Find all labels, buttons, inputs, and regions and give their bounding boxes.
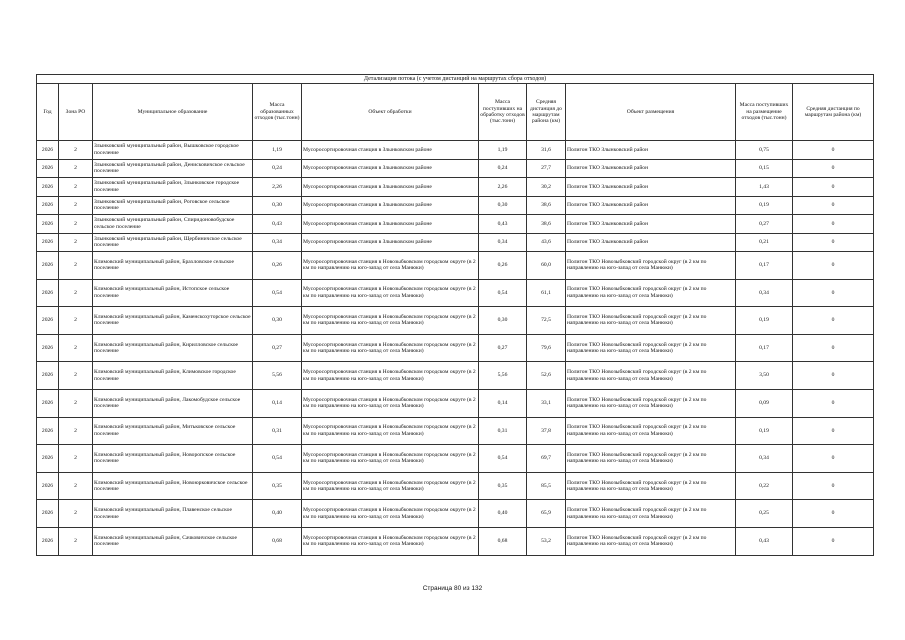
cell-processing-object: Мусоросортировочная станция в Новозыбковском городском округе (в 2 км по направлению на юго-запад от села Манюки) <box>302 527 479 555</box>
cell-generated-mass: 0,27 <box>253 334 302 362</box>
cell-avg-distance: 33,1 <box>527 389 566 417</box>
cell-placement-object: Полигон ТКО Новозыбковский городской округ (в 2 км по направлению на юго-запад от села Манюки) <box>566 279 736 307</box>
cell-placement-mass: 0,25 <box>736 500 793 528</box>
cell-avg-distance: 27,7 <box>527 159 566 178</box>
cell-placement-mass: 0,22 <box>736 472 793 500</box>
cell-placement-mass: 0,19 <box>736 417 793 445</box>
cell-placement-object: Полигон ТКО Злынковский район <box>566 178 736 197</box>
table-caption: Детализация потока (с учетом дистанций на маршрутах сбора отходов) <box>37 75 874 84</box>
cell-year: 2026 <box>37 196 59 215</box>
cell-processing-mass: 2,26 <box>479 178 527 197</box>
page-number: Страница 80 из 132 <box>422 585 483 592</box>
cell-processing-mass: 0,34 <box>479 233 527 252</box>
cell-placement-object: Полигон ТКО Новозыбковский городской округ (в 2 км по направлению на юго-запад от села Манюки) <box>566 472 736 500</box>
cell-processing-object: Мусоросортировочная станция в Злынковском районе <box>302 215 479 234</box>
data-sheet <box>36 74 873 556</box>
cell-avg-distance-2: 0 <box>793 500 874 528</box>
cell-placement-mass: 0,34 <box>736 445 793 473</box>
cell-year: 2026 <box>37 389 59 417</box>
table-row <box>37 307 874 335</box>
cell-placement-object: Полигон ТКО Новозыбковский городской округ (в 2 км по направлению на юго-запад от села Манюки) <box>566 334 736 362</box>
cell-processing-object: Мусоросортировочная станция в Новозыбковском городском округе (в 2 км по направлению на юго-запад от села Манюки) <box>302 417 479 445</box>
table-row <box>37 233 874 252</box>
cell-generated-mass: 0,43 <box>253 215 302 234</box>
cell-zone: 2 <box>59 141 93 160</box>
cell-municipality: Климовский муниципальный район, Истопское сельское поселение <box>93 279 253 307</box>
cell-processing-mass: 0,14 <box>479 389 527 417</box>
cell-placement-object: Полигон ТКО Злынковский район <box>566 159 736 178</box>
cell-municipality: Злынковский муниципальный район, Денисковичское сельское поселение <box>93 159 253 178</box>
cell-zone: 2 <box>59 334 93 362</box>
cell-year: 2026 <box>37 500 59 528</box>
cell-generated-mass: 2,26 <box>253 178 302 197</box>
cell-avg-distance: 79,6 <box>527 334 566 362</box>
cell-placement-object: Полигон ТКО Злынковский район <box>566 196 736 215</box>
cell-avg-distance-2: 0 <box>793 196 874 215</box>
cell-year: 2026 <box>37 527 59 555</box>
cell-municipality: Климовский муниципальный район, Плавенское сельское поселение <box>93 500 253 528</box>
cell-zone: 2 <box>59 279 93 307</box>
table-row <box>37 362 874 390</box>
header-placement-object: Объект размещения <box>566 84 736 141</box>
cell-municipality: Климовский муниципальный район, Климовское городское поселение <box>93 362 253 390</box>
cell-year: 2026 <box>37 159 59 178</box>
cell-municipality: Климовский муниципальный район, Новоропское сельское поселение <box>93 445 253 473</box>
cell-zone: 2 <box>59 252 93 280</box>
cell-avg-distance: 65,9 <box>527 500 566 528</box>
table-row <box>37 445 874 473</box>
table-row <box>37 389 874 417</box>
cell-municipality: Климовский муниципальный район, Каменскохуторское сельское поселение <box>93 307 253 335</box>
cell-avg-distance: 38,6 <box>527 215 566 234</box>
cell-placement-object: Полигон ТКО Новозыбковский городской округ (в 2 км по направлению на юго-запад от села Манюки) <box>566 417 736 445</box>
cell-avg-distance-2: 0 <box>793 141 874 160</box>
cell-year: 2026 <box>37 417 59 445</box>
cell-processing-mass: 5,56 <box>479 362 527 390</box>
cell-placement-mass: 0,15 <box>736 159 793 178</box>
cell-placement-mass: 0,75 <box>736 141 793 160</box>
cell-avg-distance: 85,5 <box>527 472 566 500</box>
cell-year: 2026 <box>37 445 59 473</box>
cell-municipality: Злынковский муниципальный район, Спиридоновобудское сельское поселение <box>93 215 253 234</box>
cell-processing-object: Мусоросортировочная станция в Новозыбковском городском округе (в 2 км по направлению на юго-запад от села Манюки) <box>302 389 479 417</box>
cell-processing-mass: 0,68 <box>479 527 527 555</box>
table-row <box>37 417 874 445</box>
header-processing-mass: Масса поступивших на обработку отходов (тыс.тонн) <box>479 84 527 141</box>
cell-avg-distance-2: 0 <box>793 362 874 390</box>
cell-processing-object: Мусоросортировочная станция в Злынковском районе <box>302 178 479 197</box>
table-row <box>37 334 874 362</box>
cell-municipality: Злынковский муниципальный район, Вышковское городское поселение <box>93 141 253 160</box>
cell-processing-object: Мусоросортировочная станция в Новозыбковском городском округе (в 2 км по направлению на юго-запад от села Манюки) <box>302 307 479 335</box>
cell-placement-object: Полигон ТКО Злынковский район <box>566 141 736 160</box>
cell-zone: 2 <box>59 233 93 252</box>
cell-placement-object: Полигон ТКО Новозыбковский городской округ (в 2 км по направлению на юго-запад от села Манюки) <box>566 445 736 473</box>
cell-year: 2026 <box>37 362 59 390</box>
header-zone: Зона РО <box>59 84 93 141</box>
cell-zone: 2 <box>59 527 93 555</box>
cell-processing-mass: 0,30 <box>479 307 527 335</box>
cell-avg-distance: 30,2 <box>527 178 566 197</box>
cell-avg-distance-2: 0 <box>793 233 874 252</box>
cell-processing-object: Мусоросортировочная станция в Злынковском районе <box>302 159 479 178</box>
cell-avg-distance: 43,6 <box>527 233 566 252</box>
cell-generated-mass: 0,31 <box>253 417 302 445</box>
cell-avg-distance-2: 0 <box>793 334 874 362</box>
cell-zone: 2 <box>59 417 93 445</box>
cell-generated-mass: 1,19 <box>253 141 302 160</box>
cell-zone: 2 <box>59 500 93 528</box>
header-avg-distance-2: Средняя дистанция по маршрутам района (км) <box>793 84 874 141</box>
cell-avg-distance-2: 0 <box>793 279 874 307</box>
cell-placement-mass: 0,27 <box>736 215 793 234</box>
cell-placement-mass: 0,43 <box>736 527 793 555</box>
cell-zone: 2 <box>59 159 93 178</box>
cell-placement-object: Полигон ТКО Новозыбковский городской округ (в 2 км по направлению на юго-запад от села Манюки) <box>566 500 736 528</box>
cell-placement-object: Полигон ТКО Злынковский район <box>566 233 736 252</box>
cell-processing-mass: 0,35 <box>479 472 527 500</box>
cell-processing-mass: 1,19 <box>479 141 527 160</box>
cell-zone: 2 <box>59 307 93 335</box>
cell-municipality: Злынковский муниципальный район, Роговское сельское поселение <box>93 196 253 215</box>
cell-avg-distance: 53,2 <box>527 527 566 555</box>
cell-placement-mass: 0,19 <box>736 196 793 215</box>
cell-year: 2026 <box>37 233 59 252</box>
table-row <box>37 178 874 197</box>
cell-generated-mass: 0,24 <box>253 159 302 178</box>
cell-placement-mass: 1,43 <box>736 178 793 197</box>
cell-avg-distance: 37,8 <box>527 417 566 445</box>
waste-flow-table <box>36 74 874 556</box>
cell-year: 2026 <box>37 334 59 362</box>
table-row <box>37 159 874 178</box>
cell-avg-distance-2: 0 <box>793 417 874 445</box>
cell-generated-mass: 0,54 <box>253 279 302 307</box>
table-row <box>37 141 874 160</box>
cell-processing-mass: 0,43 <box>479 215 527 234</box>
cell-avg-distance: 60,0 <box>527 252 566 280</box>
cell-generated-mass: 0,40 <box>253 500 302 528</box>
cell-year: 2026 <box>37 215 59 234</box>
cell-generated-mass: 0,30 <box>253 196 302 215</box>
cell-placement-object: Полигон ТКО Новозыбковский городской округ (в 2 км по направлению на юго-запад от села Манюки) <box>566 252 736 280</box>
header-processing-object: Объект обработки <box>302 84 479 141</box>
cell-year: 2026 <box>37 307 59 335</box>
cell-processing-object: Мусоросортировочная станция в Новозыбковском городском округе (в 2 км по направлению на юго-запад от села Манюки) <box>302 472 479 500</box>
cell-avg-distance: 38,6 <box>527 196 566 215</box>
cell-avg-distance-2: 0 <box>793 389 874 417</box>
header-placement-mass: Масса поступивших на размещение отходов (тыс.тонн) <box>736 84 793 141</box>
cell-avg-distance: 72,5 <box>527 307 566 335</box>
table-row <box>37 472 874 500</box>
cell-avg-distance: 61,1 <box>527 279 566 307</box>
cell-year: 2026 <box>37 279 59 307</box>
cell-processing-mass: 0,40 <box>479 500 527 528</box>
cell-year: 2026 <box>37 178 59 197</box>
cell-avg-distance-2: 0 <box>793 215 874 234</box>
cell-placement-object: Полигон ТКО Злынковский район <box>566 215 736 234</box>
cell-avg-distance-2: 0 <box>793 307 874 335</box>
cell-placement-mass: 0,19 <box>736 307 793 335</box>
table-row <box>37 215 874 234</box>
cell-avg-distance: 31,6 <box>527 141 566 160</box>
cell-avg-distance-2: 0 <box>793 159 874 178</box>
cell-placement-mass: 0,17 <box>736 252 793 280</box>
cell-year: 2026 <box>37 141 59 160</box>
cell-zone: 2 <box>59 445 93 473</box>
cell-processing-mass: 0,27 <box>479 334 527 362</box>
cell-processing-object: Мусоросортировочная станция в Новозыбковском городском округе (в 2 км по направлению на юго-запад от села Манюки) <box>302 252 479 280</box>
cell-zone: 2 <box>59 215 93 234</box>
table-row <box>37 196 874 215</box>
cell-placement-object: Полигон ТКО Новозыбковский городской округ (в 2 км по направлению на юго-запад от села Манюки) <box>566 527 736 555</box>
cell-municipality: Злынковский муниципальный район, Щербиничское сельское поселение <box>93 233 253 252</box>
cell-generated-mass: 0,35 <box>253 472 302 500</box>
cell-year: 2026 <box>37 472 59 500</box>
cell-generated-mass: 0,54 <box>253 445 302 473</box>
cell-avg-distance-2: 0 <box>793 445 874 473</box>
cell-avg-distance-2: 0 <box>793 472 874 500</box>
cell-zone: 2 <box>59 389 93 417</box>
cell-generated-mass: 0,34 <box>253 233 302 252</box>
cell-processing-mass: 0,26 <box>479 252 527 280</box>
cell-avg-distance: 69,7 <box>527 445 566 473</box>
cell-municipality: Климовский муниципальный район, Митьковское сельское поселение <box>93 417 253 445</box>
cell-zone: 2 <box>59 178 93 197</box>
cell-placement-mass: 0,17 <box>736 334 793 362</box>
header-year: Год <box>37 84 59 141</box>
cell-municipality: Злынковский муниципальный район, Злынковское городское поселение <box>93 178 253 197</box>
table-row <box>37 500 874 528</box>
cell-municipality: Климовский муниципальный район, Кирилловское сельское поселение <box>93 334 253 362</box>
cell-zone: 2 <box>59 362 93 390</box>
cell-avg-distance-2: 0 <box>793 527 874 555</box>
cell-processing-object: Мусоросортировочная станция в Новозыбковском городском округе (в 2 км по направлению на юго-запад от села Манюки) <box>302 279 479 307</box>
cell-avg-distance: 52,6 <box>527 362 566 390</box>
header-generated-mass: Масса образованных отходов (тыс.тонн) <box>253 84 302 141</box>
cell-processing-object: Мусоросортировочная станция в Злынковском районе <box>302 233 479 252</box>
cell-placement-object: Полигон ТКО Новозыбковский городской округ (в 2 км по направлению на юго-запад от села Манюки) <box>566 307 736 335</box>
cell-processing-object: Мусоросортировочная станция в Новозыбковском городском округе (в 2 км по направлению на юго-запад от села Манюки) <box>302 362 479 390</box>
cell-placement-mass: 0,09 <box>736 389 793 417</box>
cell-municipality: Климовский муниципальный район, Новоюрковичское сельское поселение <box>93 472 253 500</box>
cell-processing-mass: 0,31 <box>479 417 527 445</box>
cell-generated-mass: 0,26 <box>253 252 302 280</box>
cell-processing-mass: 0,30 <box>479 196 527 215</box>
header-avg-distance: Средняя дистанция до маршрутам района (км) <box>527 84 566 141</box>
cell-municipality: Климовский муниципальный район, Лакомобудское сельское поселение <box>93 389 253 417</box>
cell-zone: 2 <box>59 472 93 500</box>
header-municipality: Муниципальное образование <box>93 84 253 141</box>
cell-placement-mass: 3,50 <box>736 362 793 390</box>
cell-year: 2026 <box>37 252 59 280</box>
cell-processing-object: Мусоросортировочная станция в Новозыбковском городском округе (в 2 км по направлению на юго-запад от села Манюки) <box>302 334 479 362</box>
cell-processing-object: Мусоросортировочная станция в Новозыбковском городском округе (в 2 км по направлению на юго-запад от села Манюки) <box>302 445 479 473</box>
cell-processing-mass: 0,54 <box>479 279 527 307</box>
cell-placement-mass: 0,34 <box>736 279 793 307</box>
table-row <box>37 279 874 307</box>
table-row <box>37 252 874 280</box>
cell-avg-distance-2: 0 <box>793 252 874 280</box>
cell-processing-object: Мусоросортировочная станция в Новозыбковском городском округе (в 2 км по направлению на юго-запад от села Манюки) <box>302 500 479 528</box>
cell-processing-object: Мусоросортировочная станция в Злынковском районе <box>302 141 479 160</box>
cell-avg-distance-2: 0 <box>793 178 874 197</box>
cell-placement-object: Полигон ТКО Новозыбковский городской округ (в 2 км по направлению на юго-запад от села Манюки) <box>566 389 736 417</box>
cell-generated-mass: 5,56 <box>253 362 302 390</box>
cell-municipality: Климовский муниципальный район, Сачковичское сельское поселение <box>93 527 253 555</box>
table-row <box>37 527 874 555</box>
cell-zone: 2 <box>59 196 93 215</box>
cell-municipality: Климовский муниципальный район, Брахловское сельское поселение <box>93 252 253 280</box>
cell-processing-object: Мусоросортировочная станция в Злынковском районе <box>302 196 479 215</box>
cell-generated-mass: 0,30 <box>253 307 302 335</box>
cell-placement-mass: 0,21 <box>736 233 793 252</box>
cell-processing-mass: 0,54 <box>479 445 527 473</box>
cell-placement-object: Полигон ТКО Новозыбковский городской округ (в 2 км по направлению на юго-запад от села Манюки) <box>566 362 736 390</box>
cell-generated-mass: 0,68 <box>253 527 302 555</box>
cell-processing-mass: 0,24 <box>479 159 527 178</box>
cell-generated-mass: 0,14 <box>253 389 302 417</box>
